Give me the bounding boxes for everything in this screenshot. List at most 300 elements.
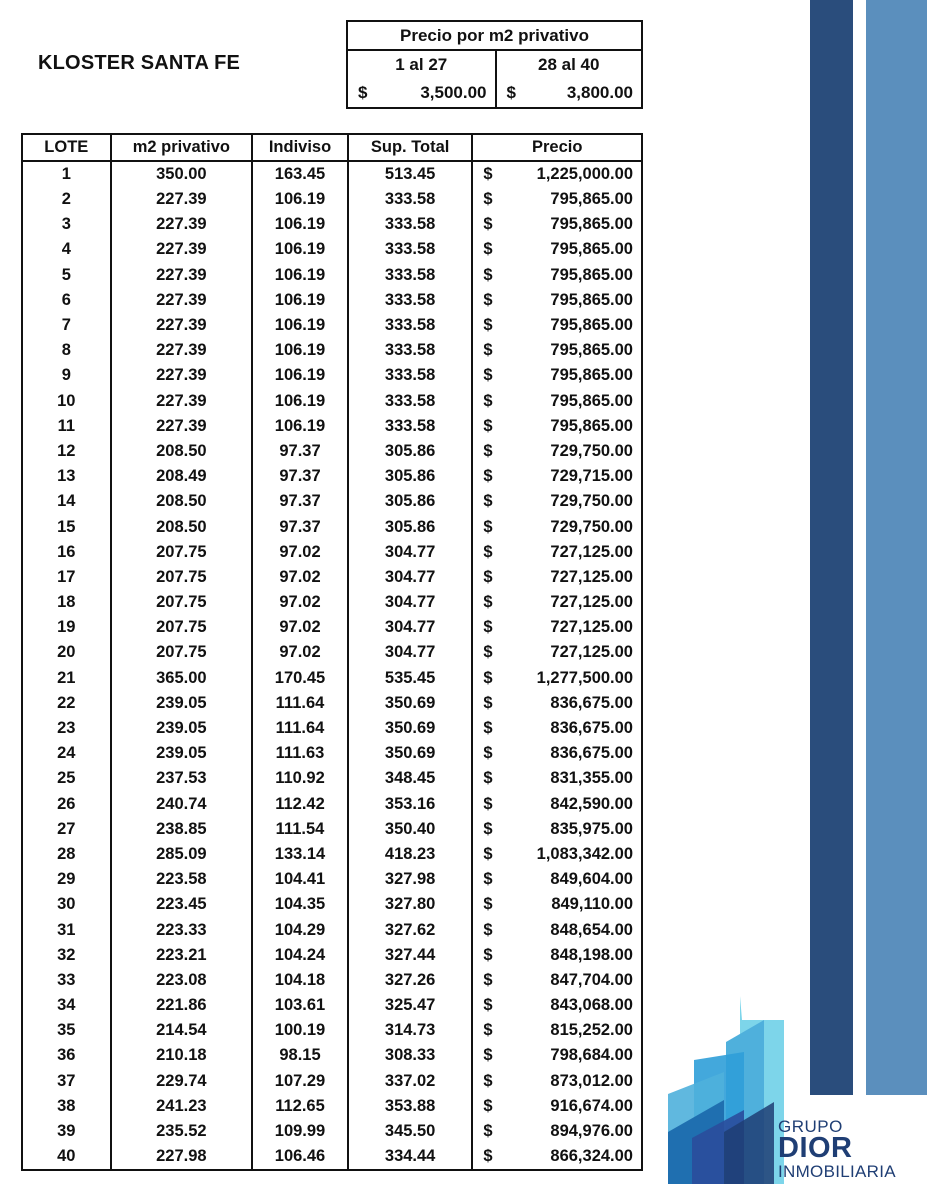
- price-amount: 795,865.00: [550, 215, 633, 234]
- currency-symbol: $: [483, 618, 493, 637]
- cell-indiviso: 97.02: [252, 540, 348, 565]
- table-row: [22, 363, 642, 388]
- cell-precio: [472, 565, 642, 590]
- cell-precio: [472, 237, 642, 262]
- price-amount: 798,684.00: [550, 1046, 633, 1065]
- currency-symbol: $: [483, 819, 493, 838]
- cell-sup-total: 304.77: [348, 640, 473, 665]
- cell-m2-privativo: 207.75: [111, 640, 253, 665]
- cell-precio: [472, 943, 642, 968]
- cell-m2-privativo: 227.39: [111, 363, 253, 388]
- cell-lote: 30: [22, 892, 111, 917]
- cell-sup-total: 333.58: [348, 389, 473, 414]
- cell-indiviso: 104.18: [252, 968, 348, 993]
- cell-indiviso: 97.37: [252, 514, 348, 539]
- cell-lote: 8: [22, 338, 111, 363]
- cell-indiviso: 97.02: [252, 640, 348, 665]
- currency-symbol: $: [483, 593, 493, 612]
- col-header-precio: Precio: [472, 134, 642, 161]
- currency-symbol: $: [483, 492, 493, 511]
- cell-indiviso: 97.37: [252, 489, 348, 514]
- cell-precio: [472, 1018, 642, 1043]
- currency-symbol: $: [483, 643, 493, 662]
- currency-symbol: $: [483, 970, 493, 989]
- cell-m2-privativo: 207.75: [111, 540, 253, 565]
- currency-symbol: $: [483, 1147, 493, 1166]
- cell-sup-total: 350.69: [348, 716, 473, 741]
- cell-indiviso: 103.61: [252, 993, 348, 1018]
- cell-sup-total: 333.58: [348, 212, 473, 237]
- cell-indiviso: 106.19: [252, 187, 348, 212]
- price-box-header: Precio por m2 privativo: [348, 22, 641, 51]
- cell-sup-total: 327.98: [348, 867, 473, 892]
- table-row: [22, 892, 642, 917]
- price-range-value: [497, 79, 642, 107]
- currency-symbol: $: [483, 1021, 493, 1040]
- cell-precio: [472, 1119, 642, 1144]
- cell-sup-total: 345.50: [348, 1119, 473, 1144]
- cell-lote: 35: [22, 1018, 111, 1043]
- cell-sup-total: 327.44: [348, 943, 473, 968]
- currency-symbol: $: [483, 693, 493, 712]
- cell-precio: [472, 892, 642, 917]
- cell-indiviso: 98.15: [252, 1043, 348, 1068]
- price-amount: 727,125.00: [550, 593, 633, 612]
- cell-m2-privativo: 238.85: [111, 817, 253, 842]
- cell-lote: 22: [22, 691, 111, 716]
- cell-precio: [472, 313, 642, 338]
- table-row: [22, 1094, 642, 1119]
- price-amount: 836,675.00: [550, 693, 633, 712]
- cell-lote: 10: [22, 389, 111, 414]
- price-amount: 815,252.00: [550, 1021, 633, 1040]
- cell-precio: [472, 212, 642, 237]
- cell-sup-total: 327.26: [348, 968, 473, 993]
- table-row: [22, 691, 642, 716]
- cell-indiviso: 112.42: [252, 792, 348, 817]
- cell-sup-total: 305.86: [348, 439, 473, 464]
- cell-sup-total: 305.86: [348, 464, 473, 489]
- table-row: [22, 615, 642, 640]
- cell-precio: [472, 968, 642, 993]
- cell-m2-privativo: 208.50: [111, 514, 253, 539]
- cell-sup-total: 333.58: [348, 237, 473, 262]
- currency-symbol: $: [483, 215, 493, 234]
- cell-m2-privativo: 241.23: [111, 1094, 253, 1119]
- price-amount: 3,800.00: [566, 83, 633, 102]
- cell-sup-total: 513.45: [348, 161, 473, 187]
- cell-m2-privativo: 227.39: [111, 237, 253, 262]
- cell-lote: 9: [22, 363, 111, 388]
- col-header-m2: m2 privativo: [111, 134, 253, 161]
- cell-indiviso: 106.19: [252, 288, 348, 313]
- price-amount: 795,865.00: [550, 341, 633, 360]
- price-amount: 795,865.00: [550, 265, 633, 284]
- price-amount: 836,675.00: [550, 719, 633, 738]
- cell-sup-total: 348.45: [348, 766, 473, 791]
- cell-sup-total: 333.58: [348, 187, 473, 212]
- currency-symbol: $: [483, 391, 493, 410]
- cell-sup-total: 337.02: [348, 1069, 473, 1094]
- price-amount: 729,750.00: [550, 441, 633, 460]
- cell-sup-total: 353.88: [348, 1094, 473, 1119]
- cell-lote: 37: [22, 1069, 111, 1094]
- cell-m2-privativo: 239.05: [111, 716, 253, 741]
- table-row: [22, 917, 642, 942]
- currency-symbol: $: [483, 870, 493, 889]
- cell-precio: [472, 842, 642, 867]
- cell-precio: [472, 766, 642, 791]
- price-amount: 916,674.00: [550, 1096, 633, 1115]
- price-amount: 727,125.00: [550, 542, 633, 561]
- cell-indiviso: 104.24: [252, 943, 348, 968]
- cell-precio: [472, 716, 642, 741]
- price-amount: 1,277,500.00: [536, 668, 633, 687]
- cell-precio: [472, 640, 642, 665]
- cell-lote: 12: [22, 439, 111, 464]
- cell-sup-total: 304.77: [348, 565, 473, 590]
- currency-symbol: $: [483, 794, 493, 813]
- lot-price-table: [21, 133, 643, 1171]
- cell-m2-privativo: 365.00: [111, 666, 253, 691]
- price-amount: 795,865.00: [550, 416, 633, 435]
- currency-symbol: $: [483, 1071, 493, 1090]
- price-amount: 795,865.00: [550, 240, 633, 259]
- table-header-row: [22, 134, 642, 161]
- cell-precio: [472, 464, 642, 489]
- cell-lote: 15: [22, 514, 111, 539]
- table-row: [22, 590, 642, 615]
- cell-indiviso: 106.19: [252, 237, 348, 262]
- price-amount: 729,750.00: [550, 517, 633, 536]
- cell-lote: 36: [22, 1043, 111, 1068]
- table-row: [22, 514, 642, 539]
- cell-indiviso: 106.19: [252, 389, 348, 414]
- cell-indiviso: 170.45: [252, 666, 348, 691]
- logo-line-inmobiliaria: INMOBILIARIA: [778, 1162, 896, 1181]
- cell-m2-privativo: 235.52: [111, 1119, 253, 1144]
- cell-indiviso: 106.19: [252, 338, 348, 363]
- cell-precio: [472, 540, 642, 565]
- price-amount: 847,704.00: [550, 970, 633, 989]
- cell-sup-total: 333.58: [348, 313, 473, 338]
- cell-lote: 5: [22, 263, 111, 288]
- company-logo-text: [778, 1118, 896, 1180]
- price-amount: 729,750.00: [550, 492, 633, 511]
- table-row: [22, 666, 642, 691]
- cell-precio: [472, 590, 642, 615]
- cell-precio: [472, 615, 642, 640]
- table-row: [22, 741, 642, 766]
- cell-sup-total: 333.58: [348, 414, 473, 439]
- col-header-sup-total: Sup. Total: [348, 134, 473, 161]
- cell-indiviso: 97.37: [252, 464, 348, 489]
- cell-indiviso: 106.19: [252, 363, 348, 388]
- cell-precio: [472, 489, 642, 514]
- currency-symbol: $: [483, 290, 493, 309]
- currency-symbol: $: [483, 517, 493, 536]
- cell-sup-total: 418.23: [348, 842, 473, 867]
- cell-indiviso: 106.46: [252, 1144, 348, 1170]
- price-range-2: [495, 51, 642, 107]
- cell-precio: [472, 691, 642, 716]
- cell-lote: 38: [22, 1094, 111, 1119]
- cell-sup-total: 304.77: [348, 540, 473, 565]
- currency-symbol: $: [483, 240, 493, 259]
- cell-sup-total: 325.47: [348, 993, 473, 1018]
- cell-m2-privativo: 227.39: [111, 414, 253, 439]
- cell-m2-privativo: 208.50: [111, 439, 253, 464]
- table-row: [22, 640, 642, 665]
- price-range-value: [348, 79, 495, 107]
- price-range-1: [348, 51, 495, 107]
- table-row: [22, 565, 642, 590]
- cell-lote: 17: [22, 565, 111, 590]
- cell-precio: [472, 1144, 642, 1170]
- cell-lote: 32: [22, 943, 111, 968]
- price-amount: 729,715.00: [550, 467, 633, 486]
- cell-lote: 7: [22, 313, 111, 338]
- table-row: [22, 540, 642, 565]
- cell-indiviso: 104.35: [252, 892, 348, 917]
- cell-m2-privativo: 350.00: [111, 161, 253, 187]
- cell-indiviso: 97.02: [252, 590, 348, 615]
- cell-lote: 14: [22, 489, 111, 514]
- cell-precio: [472, 514, 642, 539]
- cell-indiviso: 106.19: [252, 313, 348, 338]
- cell-indiviso: 111.64: [252, 691, 348, 716]
- cell-sup-total: 333.58: [348, 338, 473, 363]
- cell-lote: 2: [22, 187, 111, 212]
- cell-indiviso: 106.19: [252, 414, 348, 439]
- table-row: [22, 288, 642, 313]
- cell-m2-privativo: 214.54: [111, 1018, 253, 1043]
- cell-precio: [472, 817, 642, 842]
- cell-precio: [472, 414, 642, 439]
- cell-precio: [472, 741, 642, 766]
- cell-indiviso: 104.29: [252, 917, 348, 942]
- table-row: [22, 792, 642, 817]
- currency-symbol: $: [483, 668, 493, 687]
- cell-lote: 34: [22, 993, 111, 1018]
- table-row: [22, 313, 642, 338]
- currency-symbol: $: [483, 1096, 493, 1115]
- decorative-bar-dark: [810, 0, 853, 1095]
- currency-symbol: $: [483, 996, 493, 1015]
- currency-symbol: $: [483, 316, 493, 335]
- cell-m2-privativo: 221.86: [111, 993, 253, 1018]
- cell-lote: 20: [22, 640, 111, 665]
- cell-sup-total: 350.69: [348, 691, 473, 716]
- table-row: [22, 389, 642, 414]
- price-amount: 3,500.00: [420, 83, 487, 102]
- cell-m2-privativo: 239.05: [111, 691, 253, 716]
- cell-lote: 26: [22, 792, 111, 817]
- price-amount: 727,125.00: [550, 618, 633, 637]
- price-range-label: 1 al 27: [395, 55, 448, 74]
- cell-precio: [472, 187, 642, 212]
- currency-symbol: $: [483, 542, 493, 561]
- price-amount: 836,675.00: [550, 744, 633, 763]
- cell-m2-privativo: 227.39: [111, 187, 253, 212]
- table-row: [22, 414, 642, 439]
- price-amount: 848,654.00: [550, 920, 633, 939]
- cell-lote: 11: [22, 414, 111, 439]
- cell-m2-privativo: 223.33: [111, 917, 253, 942]
- price-amount: 727,125.00: [550, 567, 633, 586]
- cell-m2-privativo: 227.39: [111, 313, 253, 338]
- cell-m2-privativo: 208.49: [111, 464, 253, 489]
- cell-indiviso: 111.64: [252, 716, 348, 741]
- cell-indiviso: 133.14: [252, 842, 348, 867]
- cell-lote: 40: [22, 1144, 111, 1170]
- cell-precio: [472, 1094, 642, 1119]
- cell-m2-privativo: 227.39: [111, 212, 253, 237]
- currency-symbol: $: [483, 895, 493, 914]
- price-amount: 849,604.00: [550, 870, 633, 889]
- page-title: KLOSTER SANTA FE: [38, 52, 241, 74]
- currency-symbol: $: [483, 945, 493, 964]
- cell-m2-privativo: 229.74: [111, 1069, 253, 1094]
- table-row: [22, 439, 642, 464]
- cell-m2-privativo: 227.98: [111, 1144, 253, 1170]
- cell-sup-total: 333.58: [348, 363, 473, 388]
- cell-sup-total: 333.58: [348, 288, 473, 313]
- price-amount: 843,068.00: [550, 996, 633, 1015]
- price-amount: 795,865.00: [550, 366, 633, 385]
- price-amount: 842,590.00: [550, 794, 633, 813]
- cell-m2-privativo: 208.50: [111, 489, 253, 514]
- price-range-label: 28 al 40: [538, 55, 600, 74]
- cell-sup-total: 304.77: [348, 590, 473, 615]
- price-amount: 848,198.00: [550, 945, 633, 964]
- cell-sup-total: 308.33: [348, 1043, 473, 1068]
- cell-precio: [472, 917, 642, 942]
- cell-precio: [472, 338, 642, 363]
- currency-symbol: $: [483, 416, 493, 435]
- cell-m2-privativo: 239.05: [111, 741, 253, 766]
- currency-symbol: $: [483, 165, 493, 183]
- table-row: [22, 237, 642, 262]
- cell-precio: [472, 363, 642, 388]
- cell-sup-total: 535.45: [348, 666, 473, 691]
- cell-indiviso: 104.41: [252, 867, 348, 892]
- price-amount: 849,110.00: [551, 895, 633, 914]
- cell-sup-total: 327.80: [348, 892, 473, 917]
- table-row: [22, 187, 642, 212]
- currency-symbol: $: [483, 1046, 493, 1065]
- currency-symbol: $: [483, 744, 493, 763]
- table-row: [22, 943, 642, 968]
- cell-m2-privativo: 223.21: [111, 943, 253, 968]
- table-row: [22, 842, 642, 867]
- cell-lote: 25: [22, 766, 111, 791]
- table-row: [22, 1018, 642, 1043]
- cell-indiviso: 111.54: [252, 817, 348, 842]
- table-body: [22, 161, 642, 1170]
- cell-m2-privativo: 227.39: [111, 263, 253, 288]
- price-amount: 727,125.00: [550, 643, 633, 662]
- cell-sup-total: 314.73: [348, 1018, 473, 1043]
- currency-symbol: $: [483, 769, 493, 788]
- currency-symbol: $: [483, 265, 493, 284]
- decorative-bar-light: [866, 0, 927, 1095]
- cell-precio: [472, 389, 642, 414]
- cell-lote: 1: [22, 161, 111, 187]
- cell-indiviso: 163.45: [252, 161, 348, 187]
- table-row: [22, 817, 642, 842]
- table-row: [22, 993, 642, 1018]
- cell-precio: [472, 288, 642, 313]
- cell-m2-privativo: 227.39: [111, 338, 253, 363]
- currency-symbol: $: [483, 1122, 493, 1141]
- cell-m2-privativo: 223.58: [111, 867, 253, 892]
- cell-sup-total: 350.40: [348, 817, 473, 842]
- cell-precio: [472, 161, 642, 187]
- cell-sup-total: 334.44: [348, 1144, 473, 1170]
- cell-lote: 18: [22, 590, 111, 615]
- table-row: [22, 968, 642, 993]
- cell-precio: [472, 792, 642, 817]
- cell-sup-total: 350.69: [348, 741, 473, 766]
- cell-indiviso: 112.65: [252, 1094, 348, 1119]
- table-row: [22, 338, 642, 363]
- cell-lote: 3: [22, 212, 111, 237]
- currency-symbol: $: [483, 844, 493, 863]
- price-amount: 795,865.00: [550, 391, 633, 410]
- col-header-lote: LOTE: [22, 134, 111, 161]
- logo-line-dior: DIOR: [778, 1132, 853, 1164]
- table-row: [22, 464, 642, 489]
- cell-indiviso: 100.19: [252, 1018, 348, 1043]
- price-amount: 795,865.00: [550, 190, 633, 209]
- currency-symbol: $: [483, 719, 493, 738]
- price-amount: 873,012.00: [550, 1071, 633, 1090]
- currency-symbol: $: [483, 441, 493, 460]
- cell-precio: [472, 439, 642, 464]
- price-amount: 831,355.00: [550, 769, 633, 788]
- currency-symbol: $: [483, 920, 493, 939]
- cell-indiviso: 111.63: [252, 741, 348, 766]
- cell-indiviso: 97.02: [252, 565, 348, 590]
- price-amount: 795,865.00: [550, 316, 633, 335]
- cell-sup-total: 333.58: [348, 263, 473, 288]
- table-row: [22, 1144, 642, 1170]
- table-row: [22, 766, 642, 791]
- cell-m2-privativo: 207.75: [111, 590, 253, 615]
- currency-symbol: $: [483, 467, 493, 486]
- cell-lote: 24: [22, 741, 111, 766]
- col-header-indiviso: Indiviso: [252, 134, 348, 161]
- price-amount: 835,975.00: [550, 819, 633, 838]
- cell-indiviso: 97.37: [252, 439, 348, 464]
- cell-precio: [472, 1069, 642, 1094]
- price-amount: 795,865.00: [550, 290, 633, 309]
- cell-lote: 13: [22, 464, 111, 489]
- cell-precio: [472, 993, 642, 1018]
- price-amount: 894,976.00: [550, 1122, 633, 1141]
- price-amount: 1,083,342.00: [536, 844, 633, 863]
- table-row: [22, 161, 642, 187]
- currency-symbol: $: [483, 341, 493, 360]
- cell-lote: 4: [22, 237, 111, 262]
- cell-precio: [472, 263, 642, 288]
- logo-line-grupo: GRUPO: [778, 1117, 843, 1136]
- currency-symbol: $: [358, 83, 368, 102]
- table-row: [22, 212, 642, 237]
- table-row: [22, 1119, 642, 1144]
- cell-sup-total: 304.77: [348, 615, 473, 640]
